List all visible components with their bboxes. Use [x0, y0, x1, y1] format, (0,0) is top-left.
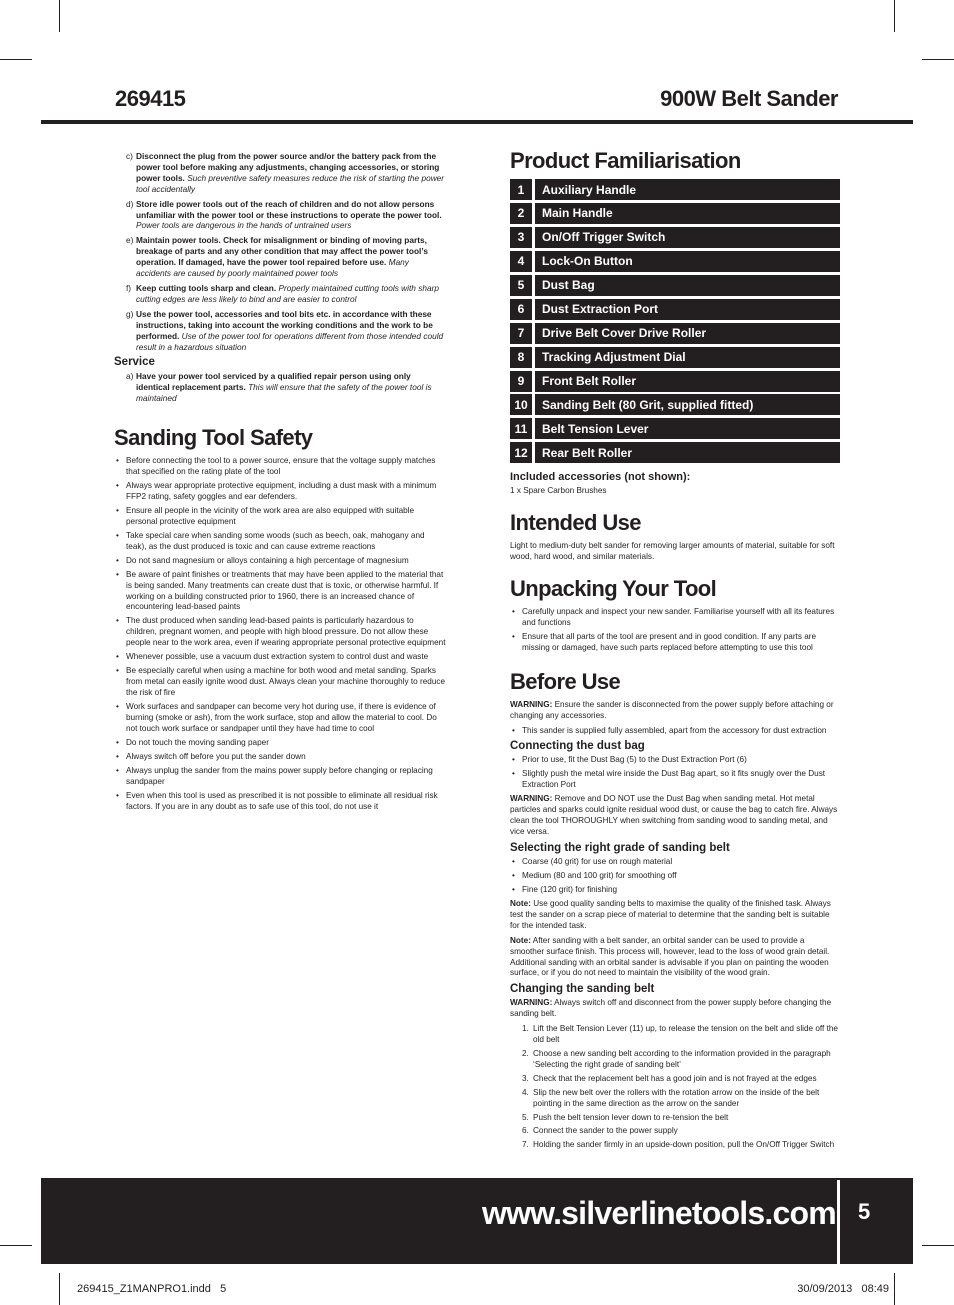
part-label: Rear Belt Roller — [535, 442, 840, 463]
accessories-text: 1 x Spare Carbon Brushes — [510, 486, 607, 496]
dust-bag-list — [510, 755, 840, 791]
right-column — [510, 149, 840, 1154]
list-item: • The dust produced when sanding lead-based paints is particularly hazardous to children, pregnant women, and people with high blood pressure. Do not allow these people near to the work area, even if wearing appropriate personal protective equipment — [116, 616, 446, 648]
header-rule — [41, 120, 913, 124]
list-item: • Ensure that all parts of the tool are present and in good condition. If any parts are missing or damaged, have such parts replaced before attempting to use this tool — [512, 631, 817, 652]
item-italic-text: Use of the power tool for operations different from those intended could result in a hazardous situation — [136, 330, 444, 352]
list-item: • Take special care when sanding some woods (such as beech, oak, mahogany and teak), as the dust produced is toxic and can cause extreme reactions — [116, 530, 425, 551]
note-orbital: Note: After sanding with a belt sander, an orbital sander can be used to provide a smoother surface finish. This process will, however, lead to the loss of wood grain detail. Additional sanding with an orbital sander is advisable if you plan on painting the wooden surface, or if you do not need to maintain the visibility of the wood grain. — [510, 935, 830, 978]
part-row — [510, 251, 840, 272]
item-bold-text: Disconnect the plug from the power source and/or the battery pack from the power tool before making any adjustments, changing accessories, or storing power tools. — [136, 151, 440, 183]
list-item: • Whenever possible, use a vacuum dust extraction system to control dust and waste — [116, 652, 429, 662]
part-number: 10 — [510, 394, 532, 415]
item-italic-text: Such preventive safety measures reduce the risk of starting the power tool accidentally — [136, 172, 445, 194]
list-item: • Slightly push the metal wire inside the Dust Bag apart, so it fits snugly over the Dust Extraction Port — [512, 769, 826, 790]
list-item: • Fine (120 grit) for finishing — [512, 885, 618, 894]
familiarisation-title: Product Familiarisation — [510, 148, 741, 173]
part-label: Main Handle — [535, 203, 840, 224]
grade-list — [510, 857, 840, 896]
part-row — [510, 275, 840, 296]
product-title: 900W Belt Sander — [660, 86, 838, 111]
part-row — [510, 299, 840, 320]
part-row — [510, 323, 840, 344]
part-row — [510, 418, 840, 439]
step-item: 2. Choose a new sanding belt according to the information provided in the paragraph ‘Selecting the right grade of sanding belt’ — [522, 1048, 831, 1069]
list-item: • Coarse (40 grit) for use on rough material — [512, 857, 673, 866]
item-italic-text: Power tools are dangerous in the hands of untrained users — [136, 220, 352, 231]
parts-table — [510, 179, 840, 463]
list-item: • Do not touch the moving sanding paper — [116, 737, 269, 747]
service-item — [114, 371, 446, 404]
item-italic-text: This will ensure that the safety of the power tool is maintained — [136, 382, 432, 404]
part-number: 6 — [510, 299, 532, 320]
sanding-safety-list — [114, 456, 446, 813]
crop-mark — [922, 59, 954, 60]
changing-belt-heading: Changing the sanding belt — [510, 983, 655, 996]
intended-use-text: Light to medium-duty belt sander for removing larger amounts of material, suitable for soft wood, hard wood, and similar materials. — [510, 541, 835, 562]
part-number: 3 — [510, 227, 532, 248]
part-number: 5 — [510, 275, 532, 296]
part-row — [510, 203, 840, 224]
list-item: • Ensure all people in the vicinity of the work area are also equipped with suitable personal protective equipment — [116, 505, 415, 526]
before-use-list — [510, 726, 840, 737]
part-label: Lock-On Button — [535, 251, 840, 272]
safety-item — [114, 309, 446, 353]
list-item: • Before connecting the tool to a power source, ensure that the voltage supply matches that specified on the rating plate of the tool — [116, 456, 436, 477]
list-item: • Work surfaces and sandpaper can become very hot during use, if there is evidence of burning (smoke or ash), from the work surface, stop and allow the material to cool. Do not touch work surface or sandpaper until they have had time to cool — [116, 702, 437, 733]
item-letter: c) — [126, 151, 133, 161]
before-use-title: Before Use — [510, 668, 621, 694]
item-bold-text: Store idle power tools out of the reach of children and do not allow persons unfamiliar with the power tool or these instructions to operate the power tool. — [136, 198, 442, 220]
safety-item — [114, 235, 446, 279]
part-label: Belt Tension Lever — [535, 418, 840, 439]
list-item: • Prior to use, fit the Dust Bag (5) to the Dust Extraction Port (6) — [512, 755, 747, 765]
slug-datetime: 30/09/2013 08:49 — [797, 1283, 889, 1295]
list-item: • Medium (80 and 100 grit) for smoothing off — [512, 871, 677, 880]
intended-use-title: Intended Use — [510, 510, 641, 536]
part-number: 1 — [510, 179, 532, 200]
item-letter: g) — [126, 308, 134, 319]
step-item: 6. Connect the sander to the power supply — [522, 1126, 678, 1136]
part-number: 8 — [510, 347, 532, 368]
list-item: • Always switch off before you put the sander down — [116, 751, 306, 761]
part-label: Auxiliary Handle — [535, 179, 840, 200]
sanding-safety-title: Sanding Tool Safety — [114, 425, 313, 451]
left-column — [114, 151, 446, 816]
step-item: 7. Holding the sander firmly in an upside-down position, pull the On/Off Trigger Switch — [522, 1140, 835, 1150]
part-number: 11 — [510, 418, 532, 439]
crop-mark — [59, 0, 60, 32]
item-bold-text: Use the power tool, accessories and tool bits etc. in accordance with these instructions, taking into account the working conditions and the work to be performed. — [136, 308, 433, 341]
part-row — [510, 371, 840, 392]
page-number: 5 — [858, 1199, 871, 1224]
part-row — [510, 179, 840, 200]
part-row — [510, 442, 840, 463]
crop-mark — [894, 1273, 895, 1305]
slug-filename: 269415_Z1MANPRO1.indd 5 — [77, 1283, 227, 1295]
list-item: • Be aware of paint finishes or treatments that may have been applied to the material that is being sanded. Many treatments can create dust that is toxic, or otherwise harmful. If working on a building constructed prior to 1960, there is an increased chance of encountering lead-based paints — [116, 569, 444, 612]
list-item: • Be especially careful when using a machine for both wood and metal sanding. Sparks from metal can easily ignite wood dust. Always clean your machine thoroughly to reduce the risk of fire — [116, 666, 446, 698]
safety-list — [114, 151, 446, 352]
before-use-warning: WARNING: Ensure the sander is disconnected from the power supply before attaching or changing any accessories. — [510, 699, 834, 720]
item-letter: d) — [126, 198, 134, 209]
crop-mark — [894, 0, 895, 32]
product-code: 269415 — [115, 86, 186, 111]
part-label: Drive Belt Cover Drive Roller — [535, 323, 840, 344]
step-item: 3. Check that the replacement belt has a good join and is not frayed at the edges — [522, 1073, 817, 1083]
changing-belt-warning: WARNING: Always switch off and disconnect from the power supply before changing the sanding belt. — [510, 998, 832, 1019]
service-heading: Service — [114, 356, 155, 369]
part-row — [510, 227, 840, 248]
part-number: 4 — [510, 251, 532, 272]
step-item: 1. Lift the Belt Tension Lever (11) up, to release the tension on the belt and slide off the old belt — [522, 1024, 838, 1045]
item-letter: a) — [126, 371, 134, 382]
note-quality: Note: Use good quality sanding belts to maximise the quality of the finished task. Always test the sander on a scrap piece of material to determine that the sanding belt is suitable for the intended task. — [510, 899, 831, 930]
item-bold-text: Maintain power tools. Check for misalignment or binding of moving parts, breakage of parts and any other condition that may affect the power tool’s operation. If damaged, have the power tool repaired before use. — [136, 235, 428, 268]
item-letter: e) — [126, 235, 134, 246]
crop-mark — [0, 59, 32, 60]
item-bold-text: Keep cutting tools sharp and clean. — [136, 282, 277, 293]
safety-item — [114, 199, 446, 232]
step-item: 4. Slip the new belt over the rollers with the rotation arrow on the inside of the belt pointing in the same direction as the arrow on the sander — [522, 1087, 820, 1108]
list-item: • Carefully unpack and inspect your new sander. Familiarise yourself with all its features and functions — [512, 607, 835, 627]
item-italic-text: Properly maintained cutting tools with sharp cutting edges are less likely to bind and are easier to control — [136, 282, 439, 304]
dust-bag-heading: Connecting the dust bag — [510, 740, 645, 753]
part-number: 2 — [510, 203, 532, 224]
part-label: Sanding Belt (80 Grit, supplied fitted) — [535, 394, 840, 415]
crop-mark — [59, 1273, 60, 1305]
step-item: 5. Push the belt tension lever down to re-tension the belt — [522, 1112, 729, 1122]
unpacking-list — [510, 607, 840, 654]
part-row — [510, 347, 840, 368]
grade-heading: Selecting the right grade of sanding belt — [510, 842, 730, 854]
safety-item — [114, 283, 446, 305]
part-label: Front Belt Roller — [535, 371, 840, 392]
changing-belt-steps — [510, 1024, 840, 1151]
footer-divider — [837, 1180, 840, 1264]
list-item: • Always wear appropriate protective equipment, including a dust mask with a minimum FFP2 rating, safety goggles and ear defenders. — [116, 481, 437, 501]
part-label: Dust Extraction Port — [535, 299, 840, 320]
item-bold-text: Have your power tool serviced by a qualified repair person using only identical replacement parts. — [136, 371, 411, 393]
item-letter: f) — [126, 282, 132, 293]
part-number: 9 — [510, 371, 532, 392]
part-number: 7 — [510, 323, 532, 344]
list-item: • This sander is supplied fully assembled, apart from the accessory for dust extraction — [512, 725, 827, 735]
part-label: Dust Bag — [535, 275, 840, 296]
list-item: • Always unplug the sander from the mains power supply before changing or replacing sandpaper — [116, 765, 433, 786]
list-item: • Even when this tool is used as prescribed it is not possible to eliminate all residual risk factors. If you are in any doubt as to safe use of this tool, do not use it — [116, 790, 438, 811]
crop-mark — [922, 1245, 954, 1246]
item-italic-text: Many accidents are caused by poorly maintained power tools — [136, 257, 409, 279]
unpacking-title: Unpacking Your Tool — [510, 576, 717, 602]
part-number: 12 — [510, 442, 532, 463]
crop-mark — [0, 1245, 32, 1246]
safety-item — [114, 151, 446, 195]
part-row — [510, 394, 840, 415]
list-item: • Do not sand magnesium or alloys containing a high percentage of magnesium — [116, 555, 409, 565]
part-label: Tracking Adjustment Dial — [535, 347, 840, 368]
part-label: On/Off Trigger Switch — [535, 227, 840, 248]
website-link[interactable]: www.silverlinetools.com — [482, 1195, 836, 1231]
accessories-heading: Included accessories (not shown): — [510, 471, 691, 484]
dust-bag-warning: WARNING: Remove and DO NOT use the Dust Bag when sanding metal. Hot metal particles and sparks could ignite residual wood dust, or cause the bag to catch fire. Always clean the tool THOROUGHLY when switching from sanding wood to sanding metal, and vice versa. — [510, 794, 838, 837]
